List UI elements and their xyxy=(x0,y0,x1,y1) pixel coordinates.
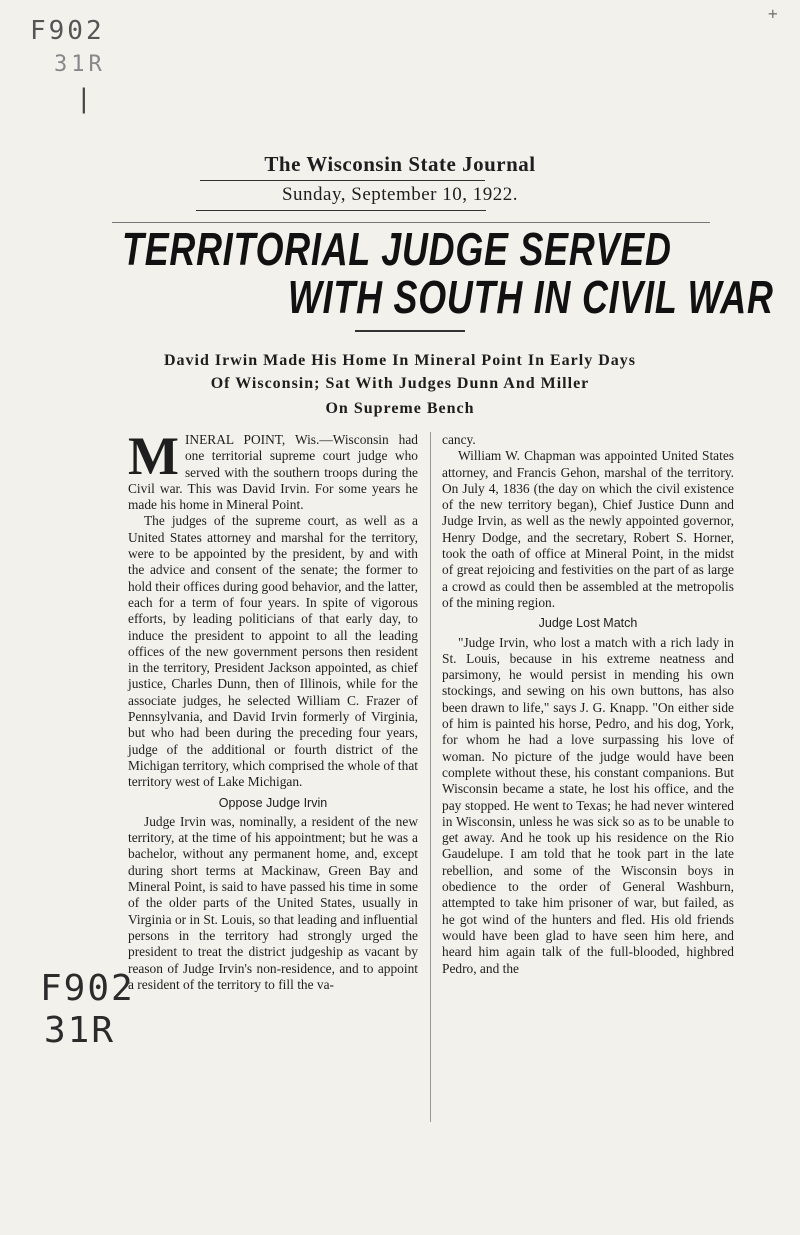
drop-cap: M xyxy=(128,426,179,486)
deck-line-2: Of Wisconsin; Sat With Judges Dunn And Miller xyxy=(210,375,590,392)
handwritten-catalog-suffix-left: 31R xyxy=(44,1010,116,1051)
masthead-rule xyxy=(200,180,485,181)
headline-line-1: TERRITORIAL JUDGE SERVED xyxy=(122,223,672,275)
deck-line-3: On Supreme Bench xyxy=(325,400,475,417)
article-column-2 xyxy=(442,432,734,977)
article-column-1 xyxy=(128,426,418,993)
column-divider xyxy=(430,432,431,1122)
headline-line-2: WITH SOUTH IN CIVIL WAR xyxy=(288,271,774,323)
newspaper-name: The Wisconsin State Journal xyxy=(264,152,536,176)
article-paragraph: cancy. xyxy=(442,432,476,447)
article-paragraph xyxy=(128,426,418,513)
handwritten-catalog-number-left: F902 xyxy=(40,968,135,1009)
handwritten-catalog-suffix-top: 31R xyxy=(54,52,106,77)
corner-mark: + xyxy=(768,4,778,23)
subhead-oppose-judge-irvin: Oppose Judge Irvin xyxy=(218,795,328,810)
article-paragraph: The judges of the supreme court, as well as a United States attorney and marshal for the territory, were to be appointed by the president, by and with the advice and consent of the senate; the former to hold their offices during good behavior, and the latter, each for a term of four years. In spite of vigorous efforts, by leading politicians of that early day, to induce the president to appoint to all the leading offices of the new government persons then resident in the territory, President Jackson appointed, as chief justice, Charles Dunn, then of Illinois, while for the associate judges, he selected William C. Frazer of Pennsylvania, and David Irvin formerly of Virginia, but who had been during the preceding four years, judge of the additional or fourth district of the Michigan territory, which comprised the whole of that territory west of Lake Michigan. xyxy=(128,513,418,790)
newspaper-date: Sunday, September 10, 1922. xyxy=(281,184,519,205)
dateline-rule xyxy=(196,210,486,211)
subhead-judge-lost-match: Judge Lost Match xyxy=(538,616,638,631)
paragraph-text: INERAL POINT, Wis.—Wisconsin had one territorial supreme court judge who served with the southern troops during the Civil war. This was David Irvin. For some years he made his home in Mineral Point. xyxy=(128,432,418,513)
handwritten-catalog-number-top: F902 xyxy=(30,16,105,46)
article-paragraph: William W. Chapman was appointed United States attorney, and Francis Gehon, marshal of the territory. On July 4, 1836 (the day on which the civil existence of the new territory began), Chief Justice Dunn and Judge Irvin, as well as the newly appointed governor, Henry Dodge, and the secretary, Robert S. Horner, took the oath of office at Mineral Point, in the midst of great rejoicing and festivities on the part of as large a crowd as could then be assembled at the metropolis of the mining region. xyxy=(442,448,734,610)
article-paragraph: Judge Irvin was, nominally, a resident of the new territory, at the time of his appointment; but he was a bachelor, without any permanent home, and, except during short terms at Mackinaw, Green Bay and Mineral Point, is said to have passed his time in some of the older parts of the United States, usually in Virginia or in St. Louis, so that leading and influential persons in the territory had strongly urged the president to treat the district judgeship as vacant by reason of Judge Irvin's non-residence, and to appoint a resident of the territory to fill the va- xyxy=(128,813,418,992)
handwritten-tick-mark: | xyxy=(76,84,92,114)
headline-divider xyxy=(355,330,465,332)
article-paragraph: "Judge Irvin, who lost a match with a rich lady in St. Louis, because in his extreme neatness and parsimony, he would persist in mending his own stockings, and sewing on his own buttons, has also been drawn to life," says J. G. Knapp. "On either side of him is painted his horse, Pedro, and his dog, York, for whom he had a love surpassing his love of woman. No picture of the judge would have been complete without these, his constant companions. But Wisconsin became a state, he lost his office, and the pay stopped. He went to Texas; he had never wintered in Wisconsin, unless he was sick so as to be unable to get away. And he took up his residence on the Rio Gaudelupe. I am told that he took part in the late rebellion, and some of the Wisconsin boys in obedience to the order of General Washburn, attempted to take him prisoner of war, but failed, as he got wind of the hunters and fled. His old friends would have been glad to have seen him here, and heard him again talk of the full-blooded, highbred Pedro, and the xyxy=(442,634,734,976)
deck-line-1: David Irwin Made His Home In Mineral Point In Early Days xyxy=(163,352,636,369)
